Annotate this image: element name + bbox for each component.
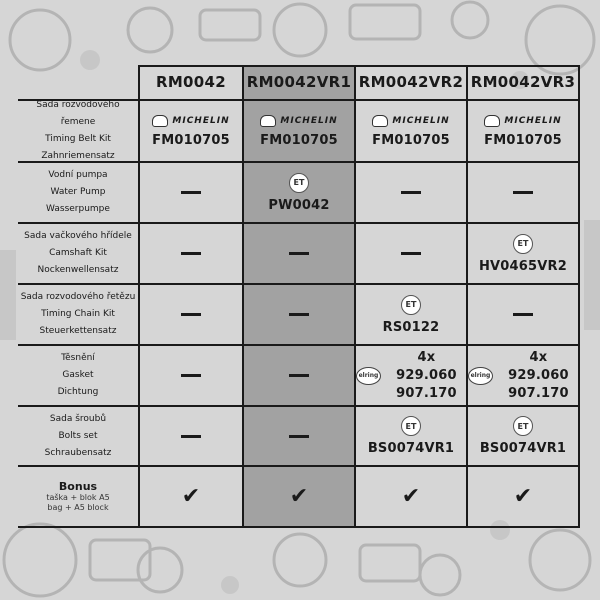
row-label-line: Zahnriemensatz: [41, 151, 115, 161]
row-label-bolts-set: [18, 407, 138, 465]
elring-logo-icon: elring: [356, 367, 381, 385]
column-header: RM0042: [155, 73, 227, 91]
cell-cam-rm0042vr3: [468, 224, 578, 283]
row-label-line: Těsnění: [61, 353, 95, 363]
checkmark-icon: ✔: [401, 483, 421, 509]
cell-bonus-rm0042: [140, 467, 242, 526]
cell-bolts-rm0042: [140, 407, 242, 465]
cell-bonus-rm0042vr2: [356, 467, 466, 526]
michelin-man-icon: [260, 115, 276, 127]
not-included-dash: [181, 252, 201, 255]
cell-cam-rm0042vr2: [356, 224, 466, 283]
michelin-wordmark: MICHELIN: [172, 115, 230, 126]
et-engineteam-icon: ET: [513, 416, 533, 436]
row-label-line: Sada rozvodového řemene: [36, 100, 120, 127]
row-label-line: Sada šroubů: [49, 413, 107, 424]
row-label-line: Dichtung: [57, 387, 99, 397]
et-engineteam-icon: ET: [289, 173, 309, 193]
cell-bolts-rm0042vr3: [468, 407, 578, 465]
cell-gasket-rm0042: [140, 346, 242, 405]
cell-cam-rm0042: [140, 224, 242, 283]
cell-chain-rm0042vr3: [468, 285, 578, 344]
part-code: BS0074VR1: [479, 441, 567, 456]
part-code: FM010705: [484, 132, 562, 148]
row-label-line: Timing Chain Kit: [41, 309, 115, 319]
part-code: PW0042: [268, 197, 330, 213]
gasket-codes: [499, 349, 578, 403]
cell-belt-rm0042vr3: [468, 101, 578, 161]
row-label-line: Bolts set: [58, 430, 98, 441]
cell-chain-rm0042vr1: [244, 285, 354, 344]
michelin-wordmark: MICHELIN: [504, 115, 562, 126]
michelin-man-icon: [484, 115, 500, 127]
not-included-dash: [181, 313, 201, 316]
not-included-dash: [401, 191, 421, 194]
elring-logo-icon: elring: [468, 367, 493, 385]
cell-belt-rm0042vr2: [356, 101, 466, 161]
part-code: RS0122: [382, 319, 440, 335]
row-label-line: Gasket: [62, 370, 94, 380]
not-included-dash: [289, 374, 309, 377]
et-engineteam-icon: ET: [513, 234, 533, 254]
not-included-dash: [513, 191, 533, 194]
part-code: FM010705: [260, 132, 338, 148]
cell-chain-rm0042: [140, 285, 242, 344]
row-label-line: Camshaft Kit: [49, 248, 107, 258]
not-included-dash: [289, 435, 309, 438]
gasket-entry: [356, 349, 466, 403]
gasket-entry: [468, 349, 578, 403]
part-code: BS0074VR1: [367, 441, 455, 456]
part-code: 907.170: [396, 385, 457, 401]
cell-bolts-rm0042vr2: [356, 407, 466, 465]
cell-bolts-rm0042vr1: [244, 407, 354, 465]
not-included-dash: [181, 191, 201, 194]
michelin-wordmark: MICHELIN: [280, 115, 338, 126]
row-label-line: Steuerkettensatz: [39, 326, 117, 336]
michelin-wordmark: MICHELIN: [392, 115, 450, 126]
checkmark-icon: ✔: [289, 483, 309, 509]
cell-gasket-rm0042vr1: [244, 346, 354, 405]
cell-pump-rm0042: [140, 163, 242, 222]
cell-belt-rm0042vr1: [244, 101, 354, 161]
row-label-line: Sada vačkového hřídele: [24, 231, 132, 241]
row-label-water-pump: [18, 163, 138, 222]
not-included-dash: [513, 313, 533, 316]
michelin-man-icon: [152, 115, 168, 127]
part-code: FM010705: [152, 132, 230, 148]
part-code: 4x 929.060: [508, 349, 569, 383]
cell-pump-rm0042vr3: [468, 163, 578, 222]
row-label-bonus: [18, 467, 138, 526]
cell-gasket-rm0042vr2: [356, 346, 466, 405]
michelin-logo: [260, 115, 337, 127]
row-label-line: taška + blok A5: [46, 493, 110, 502]
row-label-line: Timing Belt Kit: [45, 134, 111, 144]
not-included-dash: [181, 374, 201, 377]
not-included-dash: [181, 435, 201, 438]
table-border-right: [578, 65, 580, 528]
part-code: 907.170: [508, 385, 569, 401]
column-header: RM0042VR2: [358, 73, 464, 91]
et-engineteam-icon: ET: [401, 416, 421, 436]
row-label-camshaft-kit: [18, 224, 138, 283]
part-code: 4x 929.060: [396, 349, 457, 383]
cell-chain-rm0042vr2: [356, 285, 466, 344]
cell-gasket-rm0042vr3: [468, 346, 578, 405]
not-included-dash: [289, 252, 309, 255]
cell-pump-rm0042vr1: [244, 163, 354, 222]
cell-pump-rm0042vr2: [356, 163, 466, 222]
michelin-logo: [152, 115, 229, 127]
part-code: HV0465VR2: [478, 258, 568, 274]
row-label-line: Schraubensatz: [44, 447, 112, 458]
michelin-logo: [484, 115, 561, 127]
table-border-bottom: [18, 526, 580, 528]
et-engineteam-icon: ET: [401, 295, 421, 315]
bonus-title: Bonus: [58, 480, 98, 493]
row-label-line: Sada rozvodového řetězu: [20, 292, 136, 302]
row-label-line: Nockenwellensatz: [37, 265, 119, 275]
gasket-codes: [387, 349, 466, 403]
michelin-logo: [372, 115, 449, 127]
row-label-line: Water Pump: [50, 187, 106, 197]
checkmark-icon: ✔: [513, 483, 533, 509]
checkmark-icon: ✔: [181, 483, 201, 509]
row-label-timing-belt-kit: [18, 101, 138, 161]
cell-bonus-rm0042vr1: [244, 467, 354, 526]
row-label-line: bag + A5 block: [47, 503, 109, 512]
cell-cam-rm0042vr1: [244, 224, 354, 283]
part-code: FM010705: [372, 132, 450, 148]
column-header: RM0042VR3: [470, 73, 576, 91]
not-included-dash: [289, 313, 309, 316]
row-label-line: Wasserpumpe: [46, 204, 110, 214]
row-label-gasket: [18, 346, 138, 405]
michelin-man-icon: [372, 115, 388, 127]
not-included-dash: [401, 252, 421, 255]
cell-belt-rm0042: [140, 101, 242, 161]
row-label-line: Vodní pumpa: [48, 170, 108, 180]
row-label-timing-chain-kit: [18, 285, 138, 344]
column-header: RM0042VR1: [246, 73, 352, 91]
cell-bonus-rm0042vr3: [468, 467, 578, 526]
